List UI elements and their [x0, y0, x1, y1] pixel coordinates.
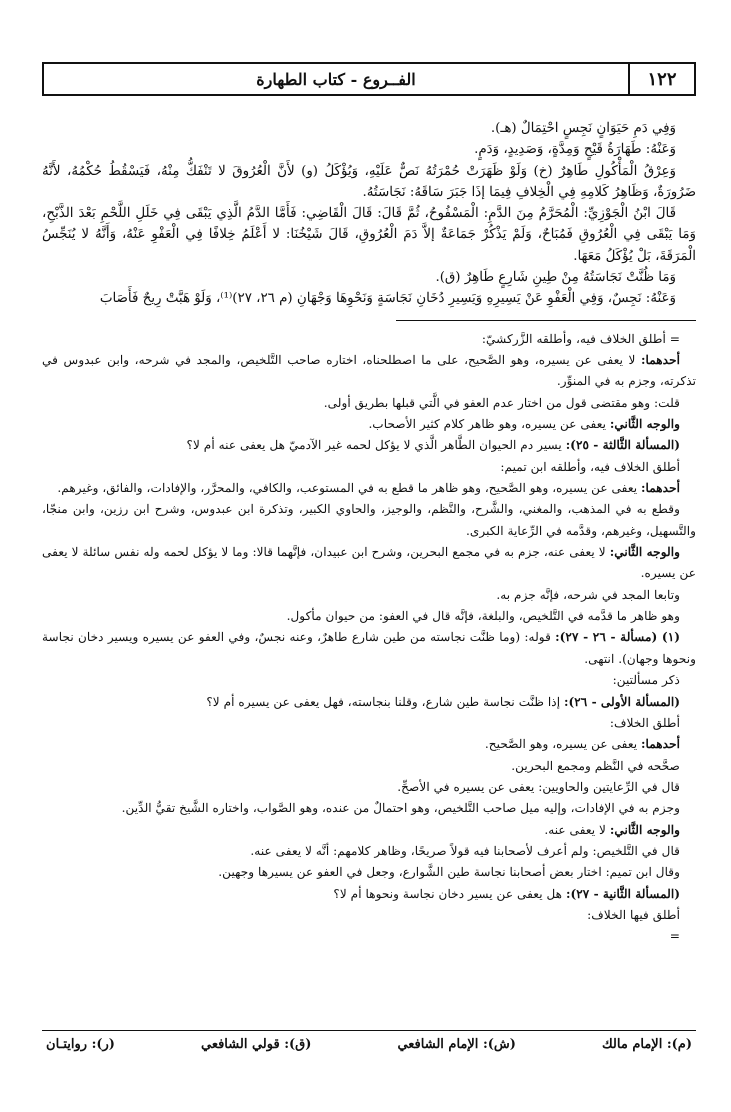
footnote-line: [42, 777, 696, 798]
footnote-line: [42, 841, 696, 862]
page: [42, 62, 696, 1092]
footnote-text: أطلق فيها الخلاف:: [587, 907, 680, 922]
footnote-label: أحدهما:: [640, 737, 680, 752]
footnote-line: [42, 905, 696, 926]
main-paragraph: وَفِي دَمِ حَيَوَانٍ نَجِسٍ احْتِمَالٌ (هـ).: [490, 121, 676, 136]
footnote-label: (المسألة الأولى - ٢٦):: [564, 694, 680, 709]
footnote-line: [42, 862, 696, 883]
footnote-line: [42, 692, 696, 713]
footnote-line: [42, 734, 696, 755]
footnote-text: صحَّحه في النَّظم ومجمع البحرين.: [511, 758, 680, 773]
footnote-text: إذا ظنَّت نجاسة طين شارع، وقلنا بنجاسته، فهل يعفى عن يسيره أم لا؟: [206, 694, 564, 709]
footnote-line: [42, 820, 696, 841]
footnote-line: [42, 393, 696, 414]
footnote-line: [42, 884, 696, 905]
main-paragraph: قَالَ ابْنُ الْجَوْزِيِّ: الْمُحَرَّمُ مِنَ الدَّمِ: الْمَسْفُوحُ، ثُمَّ قَالَ: قَالَ الْقَاضِي: فَأَمَّا الدَّمُ الَّذِي يَبْقَى فِي خَلَلِ اللَّحْمِ بَعْدَ الذَّبْحِ، وَمَا يَبْقَى فِي الْعُرُوقِ فَمُبَاحٌ، وَلَمْ يَذْكُرْ جَمَاعَةٌ إلاَّ دَمَ الْعُرُوقِ، قَالَ شَيْخُنَا: لا أَعْلَمُ خِلافًا فِي الْعَفْوِ عَنْهُ، وَأَنَّهُ لا يُنَجِّسُ الْمَرَقَةَ، بَلْ يُؤْكَلُ مَعَهَا.: [42, 206, 696, 264]
footnote-label: والوجه الثَّاني:: [609, 545, 680, 560]
footnote-text: لا يعفى عنه، جزم به في مجمع البحرين، وشرح ابن عبيدان، فإنَّهما قالا: وما لا يؤكل لحمه وله نفس سائلة لا يعفى عن يسيره.: [42, 545, 696, 581]
footnote-text: قال في التَّلخيص: ولم أعرف لأصحابنا فيه قولاً صريحًا، وظاهر كلامهم: أنَّه لا يعفى عنه.: [250, 843, 680, 858]
footnote-label: أحدهما:: [640, 353, 680, 368]
abbrev-shafii: (ش): الإمام الشافعي: [397, 1037, 516, 1052]
footnote-line: [42, 435, 696, 456]
footnote-text: وجزم به في الإفادات، وإليه ميل صاحب التَّلخيص، وهو احتمالٌ من عنده، وهو الصَّواب، واختاره الشَّيخ تقيُّ الدِّين.: [121, 801, 680, 816]
footnote-line: [42, 606, 696, 627]
footnote-text: وتابعا المجد في شرحه، فإنَّه جزم به.: [496, 587, 680, 602]
main-paragraph: وَعِرْقُ الْمَأْكُولِ طَاهِرٌ (خ) وَلَوْ ظَهَرَتْ حُمْرَتُهُ نَصٌّ عَلَيْهِ، وَيُؤْكَلُ (و) لأَنَّ الْعُرُوقَ لا تَنْفَكُّ مِنْهُ، فَيَسْقُطُ حُكْمُهُ، لأَنَّهُ ضَرُورَةٌ، وَظَاهِرُ كَلامِهِ فِي الْخِلافِ فِيمَا إذَا جَبَرَ سَاقَهُ: نَجَاسَتُهُ.: [42, 163, 696, 200]
footnote-line: [42, 499, 696, 542]
footnote-text: = أطلق الخلاف فيه، وأطلقه الزَّركشيّ:: [481, 331, 680, 346]
main-paragraph: وَعَنْهُ: نَجِسٌ، وَفِي الْعَفْوِ عَنْ يَسِيرِهِ وَيَسِيرِ دُخَانِ نَجَاسَةٍ وَنَحْوِهَا وَجْهَانِ (م ٢٦، ٢٧)⁽¹⁾، وَلَوْ هَبَّتْ رِيحٌ فَأَصَابَ: [99, 291, 676, 307]
footnote-line: [42, 713, 696, 734]
footnotes: [42, 329, 696, 948]
footnote-text: قلت: وهو مقتضى قول من اختار عدم العفو في الَّتي قبلها بطريق أولى.: [323, 395, 680, 410]
footnote-text: وقال ابن تميم: اختار بعض أصحابنا نجاسة طين الشَّوارع، وجعل في العفو عن يسيرها وجهين.: [218, 865, 680, 880]
footnote-line: [42, 350, 696, 393]
footnote-text: =: [669, 929, 680, 944]
footnote-text: يعفى عن يسيره، وهو الصَّحيح.: [484, 737, 641, 752]
footnote-line: [42, 414, 696, 435]
footnote-label: (المسألة الثَّانية - ٢٧):: [566, 886, 680, 901]
footnote-text: يسير دم الحيوان الطَّاهر الَّذي لا يؤكل لحمه غير الآدميّ هل يعفى عنه أم لا؟: [186, 438, 566, 453]
running-title: الفــروع - كتاب الطهارة: [256, 69, 416, 89]
footnote-text: أطلق الخلاف:: [609, 715, 680, 730]
footnote-label: والوجه الثَّاني:: [609, 822, 680, 837]
footnote-label: (المسألة الثَّالثة - ٢٥):: [565, 438, 680, 453]
footnote-text: أطلق الخلاف فيه، وأطلقه ابن تميم:: [500, 459, 680, 474]
footnote-text: ذكر مسألتين:: [612, 673, 680, 688]
footnote-line: [42, 457, 696, 478]
main-paragraph: وَمَا ظُنَّتْ نَجَاسَتُهُ مِنْ طِينِ شَارِعٍ طَاهِرٌ (ق).: [435, 270, 676, 286]
main-text: [42, 118, 696, 310]
footnote-text: يعفى عن يسيره، وهو الصَّحيح، وهو ظاهر ما قطع به في المستوعب، والكافي، والمحرَّر، والإفادات، والفائق، وغيرهم.: [57, 481, 641, 496]
footnote-text: لا يعفى عنه.: [544, 822, 610, 837]
footnote-text: قال في الرِّعايتين والحاويين: يعفى عن يسيره في الأصحِّ.: [397, 779, 680, 794]
abbrev-shafii-two: (ق): قولي الشافعي: [200, 1037, 312, 1052]
footnote-label: أحدهما:: [640, 481, 680, 496]
page-footer: [42, 1030, 696, 1052]
footnote-line: [42, 585, 696, 606]
footnote-divider: [396, 320, 696, 321]
footnote-line: [42, 926, 696, 947]
footnote-line: [42, 478, 696, 499]
footnote-line: [42, 329, 696, 350]
page-header: [42, 62, 696, 96]
footnote-line: [42, 756, 696, 777]
footnote-line: [42, 670, 696, 691]
footnote-text: لا يعفى عن يسيره، وهو الصَّحيح، على ما اصطلحناه، اختاره صاحب التَّلخيص، والمجد في شرحه، وابن عبدوس في تذكرته، وجزم به في المنوِّر.: [42, 353, 696, 389]
abbrev-malik: (م): الإمام مالك: [601, 1037, 692, 1052]
footnote-text: يعفى عن يسيره، وهو ظاهر كلام كثير الأصحاب.: [368, 417, 610, 432]
footnote-text: هل يعفى عن يسير دخان نجاسة ونحوها أم لا؟: [333, 886, 566, 901]
footnote-line: [42, 798, 696, 819]
abbrev-riwayatan: (ر): روايتـان: [46, 1037, 115, 1052]
main-paragraph: وَعَنْهُ: طَهَارَةُ قَيْحٍ وَمِدَّةٍ، وَصَدِيدٍ، وَدَمٍ.: [474, 142, 676, 158]
footnote-text: وهو ظاهر ما قدَّمه في التَّلخيص، والبلغة، فإنَّه قال في العفو: من حيوان مأكول.: [286, 609, 680, 624]
footnote-line: [42, 542, 696, 585]
footnote-line: [42, 627, 696, 670]
footnote-label: والوجه الثَّاني:: [609, 417, 680, 432]
page-number: ١٢٢: [628, 64, 694, 94]
footnote-text: قوله: (وما ظنَّت نجاسته من طين شارع طاهرٌ، وعنه نجسٌ، وفي العفو عن يسيره ويسير دخان نجاسة ونحوها وجهان). انتهى.: [42, 630, 696, 666]
footnote-text: وقطع به في المذهب، والمغني، والشَّرح، والنَّظم، والوجيز، والحاوي الكبير، وتذكرة ابن عبدوس، وشرح ابن رزين، وابن منجّا، والتَّسهيل، وغيرهم، وقدَّمه في الرِّعاية الكبرى.: [42, 502, 696, 538]
footnote-label: (١) (مسألة - ٢٦ - ٢٧):: [555, 630, 681, 645]
